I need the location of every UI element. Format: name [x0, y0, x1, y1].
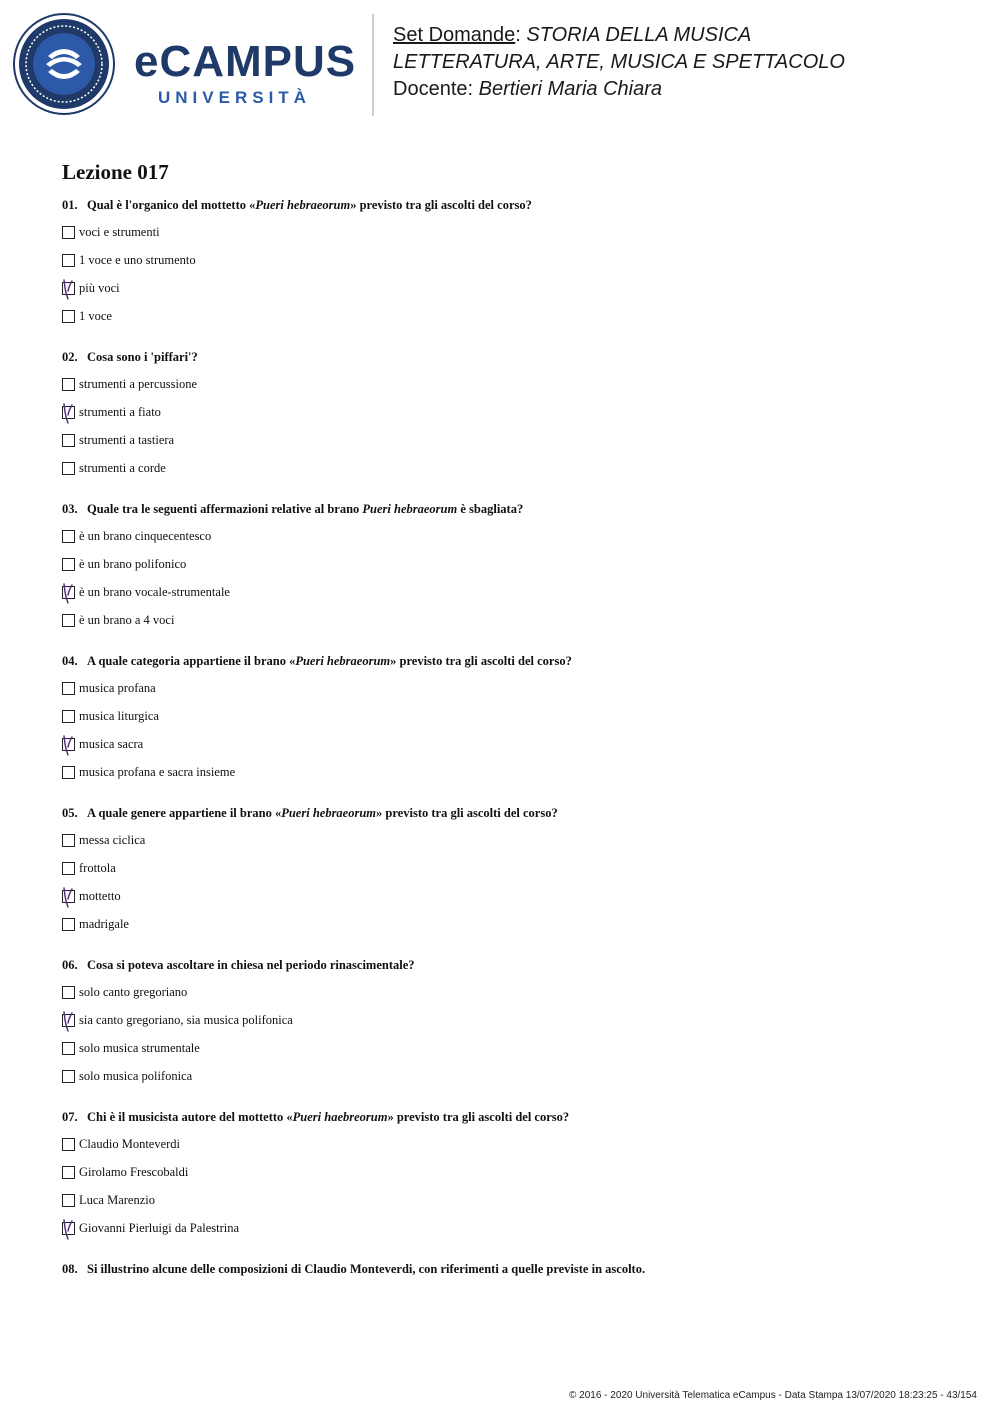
checkbox[interactable] — [62, 862, 75, 875]
question-text-part: Chi è il musicista autore del mottetto « — [87, 1110, 293, 1124]
question-text-part: A quale categoria appartiene il brano « — [87, 654, 296, 668]
checkbox[interactable] — [62, 682, 75, 695]
answer-option[interactable] — [62, 679, 942, 707]
question-text — [62, 652, 942, 670]
answer-option-label: solo musica polifonica — [79, 1069, 193, 1083]
question-spacer — [62, 943, 942, 956]
question-text — [62, 1260, 942, 1278]
brand-name: eCAMPUS — [134, 37, 357, 86]
handwritten-check-mark-icon — [59, 1216, 79, 1242]
answer-option-label: strumenti a fiato — [79, 405, 161, 419]
question-spacer — [62, 1095, 942, 1108]
checkbox[interactable] — [62, 614, 75, 627]
answer-option-label: messa ciclica — [79, 833, 146, 847]
checkbox[interactable] — [62, 1042, 75, 1055]
question-title-italic: Pueri hebraeorum — [281, 806, 377, 820]
checkbox-checked[interactable] — [62, 282, 75, 295]
answer-option[interactable] — [62, 983, 942, 1011]
question-block — [62, 652, 942, 791]
answer-options — [62, 223, 942, 335]
docente-name: Bertieri Maria Chiara — [478, 78, 663, 100]
answer-option[interactable] — [62, 735, 942, 763]
answer-option-label: più voci — [79, 281, 120, 295]
checkbox-checked[interactable] — [62, 890, 75, 903]
checkbox-checked[interactable] — [62, 1014, 75, 1027]
checkbox[interactable] — [62, 1070, 75, 1083]
question-text — [62, 500, 942, 518]
answer-option-label: strumenti a corde — [79, 461, 166, 475]
question-title-italic: Pueri hebraeorum — [295, 654, 391, 668]
answer-options — [62, 375, 942, 487]
answer-option-label: Giovanni Pierluigi da Palestrina — [79, 1221, 240, 1235]
question-number: 06. — [62, 958, 78, 972]
checkbox[interactable] — [62, 834, 75, 847]
answer-option-label: 1 voce e uno strumento — [79, 253, 196, 267]
answer-option[interactable] — [62, 915, 942, 943]
question-text-part: Quale tra le seguenti affermazioni relative al brano — [87, 502, 363, 516]
answer-option[interactable] — [62, 1011, 942, 1039]
answer-option-label: mottetto — [79, 889, 121, 903]
answer-option-label: voci e strumenti — [79, 225, 160, 239]
question-number: 07. — [62, 1110, 78, 1124]
checkbox[interactable] — [62, 462, 75, 475]
answer-option[interactable] — [62, 831, 942, 859]
question-text — [62, 1108, 942, 1126]
question-number: 02. — [62, 350, 78, 364]
checkbox[interactable] — [62, 710, 75, 723]
question-number: 08. — [62, 1262, 78, 1276]
checkbox[interactable] — [62, 1194, 75, 1207]
answer-options — [62, 527, 942, 639]
answer-option[interactable] — [62, 279, 942, 307]
set-label: Set Domande — [393, 24, 516, 46]
question-text-part: Cosa sono i 'piffari'? — [87, 350, 198, 364]
answer-option[interactable] — [62, 1163, 942, 1191]
page-footer: © 2016 - 2020 Università Telematica eCampus - Data Stampa 13/07/2020 18:23:25 - 43/154 — [569, 1390, 977, 1401]
handwritten-check-mark-icon — [59, 400, 79, 426]
answer-option[interactable] — [62, 251, 942, 279]
question-title-italic: Pueri hebraeorum — [255, 198, 351, 212]
question-spacer — [62, 639, 942, 652]
answer-option-label: strumenti a tastiera — [79, 433, 175, 447]
answer-option-label: solo musica strumentale — [79, 1041, 200, 1055]
question-spacer — [62, 487, 942, 500]
answer-option[interactable] — [62, 527, 942, 555]
answer-option-label: solo canto gregoriano — [79, 985, 188, 999]
answer-option-label: è un brano vocale-strumentale — [79, 585, 230, 599]
answer-option[interactable] — [62, 611, 942, 639]
questions-list — [62, 196, 942, 1278]
answer-option[interactable] — [62, 223, 942, 251]
question-spacer — [62, 791, 942, 804]
question-title-italic: Pueri hebraeorum — [362, 502, 458, 516]
question-spacer — [62, 1247, 942, 1260]
checkbox[interactable] — [62, 378, 75, 391]
question-text-part: è sbagliata? — [457, 502, 524, 516]
answer-option-label: musica profana — [79, 681, 156, 695]
checkbox-checked[interactable] — [62, 586, 75, 599]
answer-option-label: 1 voce — [79, 309, 112, 323]
question-text — [62, 196, 942, 214]
question-text-part: Si illustrino alcune delle composizioni di Claudio Monteverdi, con riferimenti a quelle previste in ascolto. — [87, 1262, 646, 1276]
answer-option[interactable] — [62, 1067, 942, 1095]
answer-option-label: madrigale — [79, 917, 129, 931]
docente-line — [393, 76, 983, 103]
question-block — [62, 348, 942, 487]
set-title-line1: STORIA DELLA MUSICA — [526, 24, 752, 46]
question-text-part: A quale genere appartiene il brano « — [87, 806, 282, 820]
set-line-1: Set Domande: STORIA DELLA MUSICA — [393, 24, 752, 46]
question-spacer — [62, 335, 942, 348]
question-number: 01. — [62, 198, 78, 212]
set-info — [393, 22, 983, 103]
question-block — [62, 956, 942, 1095]
answer-option[interactable] — [62, 307, 942, 335]
answer-options — [62, 983, 942, 1095]
answer-option[interactable] — [62, 707, 942, 735]
ecampus-wordmark — [134, 38, 359, 116]
handwritten-check-mark-icon — [59, 884, 79, 910]
answer-options — [62, 1135, 942, 1247]
answer-option[interactable] — [62, 763, 942, 791]
question-number: 05. — [62, 806, 78, 820]
checkbox[interactable] — [62, 434, 75, 447]
answer-option[interactable] — [62, 431, 942, 459]
answer-option[interactable] — [62, 555, 942, 583]
page-header — [0, 0, 1000, 125]
lesson-title: Lezione 017 — [62, 160, 169, 184]
answer-options — [62, 831, 942, 943]
brand-subtitle: UNIVERSITÀ — [158, 88, 311, 107]
answer-option[interactable] — [62, 1219, 942, 1247]
answer-option[interactable] — [62, 375, 942, 403]
answer-option[interactable] — [62, 459, 942, 487]
question-text-part: » previsto tra gli ascolti del corso? — [390, 654, 572, 668]
question-number: 03. — [62, 502, 78, 516]
handwritten-check-mark-icon — [59, 276, 79, 302]
checkbox[interactable] — [62, 558, 75, 571]
answer-option[interactable] — [62, 403, 942, 431]
answer-option[interactable] — [62, 1039, 942, 1067]
checkbox[interactable] — [62, 766, 75, 779]
question-block — [62, 196, 942, 335]
docente-label: Docente: — [393, 78, 474, 100]
handwritten-check-mark-icon — [59, 732, 79, 758]
checkbox[interactable] — [62, 1138, 75, 1151]
handwritten-check-mark-icon — [59, 1008, 79, 1034]
checkbox-checked[interactable] — [62, 1222, 75, 1235]
handwritten-check-mark-icon — [59, 580, 79, 606]
question-text — [62, 348, 942, 366]
answer-option-label: musica sacra — [79, 737, 144, 751]
question-block — [62, 804, 942, 943]
answer-option-label: è un brano cinquecentesco — [79, 529, 212, 543]
answer-option-label: è un brano polifonico — [79, 557, 187, 571]
question-text — [62, 804, 942, 822]
question-text-part: » previsto tra gli ascolti del corso? — [387, 1110, 570, 1124]
answer-option-label: è un brano a 4 voci — [79, 613, 175, 627]
question-block — [62, 1260, 942, 1278]
answer-option[interactable] — [62, 583, 942, 611]
answer-option[interactable] — [62, 887, 942, 915]
answer-option-label: frottola — [79, 861, 116, 875]
question-text — [62, 956, 942, 974]
question-block — [62, 500, 942, 639]
answer-option-label: strumenti a percussione — [79, 377, 198, 391]
question-text-part: » previsto tra gli ascolti del corso? — [350, 198, 532, 212]
answer-option-label: Girolamo Frescobaldi — [79, 1165, 189, 1179]
checkbox-checked[interactable] — [62, 738, 75, 751]
question-block — [62, 1108, 942, 1247]
checkbox[interactable] — [62, 254, 75, 267]
answer-option-label: Claudio Monteverdi — [79, 1137, 181, 1151]
checkbox[interactable] — [62, 226, 75, 239]
question-text-part: » previsto tra gli ascolti del corso? — [376, 806, 558, 820]
checkbox[interactable] — [62, 986, 75, 999]
answer-option-label: Luca Marenzio — [79, 1193, 156, 1207]
ecampus-seal-logo-icon — [12, 12, 116, 116]
question-number: 04. — [62, 654, 78, 668]
question-text-part: Qual è l'organico del mottetto « — [87, 198, 256, 212]
question-text-part: Cosa si poteva ascoltare in chiesa nel periodo rinascimentale? — [87, 958, 415, 972]
answer-option-label: musica liturgica — [79, 709, 159, 723]
question-title-italic: Pueri haebreorum — [292, 1110, 388, 1124]
checkbox-checked[interactable] — [62, 406, 75, 419]
answer-options — [62, 679, 942, 791]
checkbox[interactable] — [62, 918, 75, 931]
answer-option[interactable] — [62, 1191, 942, 1219]
checkbox[interactable] — [62, 1166, 75, 1179]
set-title-line2: LETTERATURA, ARTE, MUSICA E SPETTACOLO — [393, 51, 845, 73]
header-divider — [372, 14, 374, 116]
answer-option[interactable] — [62, 1135, 942, 1163]
answer-option[interactable] — [62, 859, 942, 887]
checkbox[interactable] — [62, 310, 75, 323]
answer-option-label: sia canto gregoriano, sia musica polifonica — [79, 1013, 293, 1027]
answer-option-label: musica profana e sacra insieme — [79, 765, 236, 779]
checkbox[interactable] — [62, 530, 75, 543]
